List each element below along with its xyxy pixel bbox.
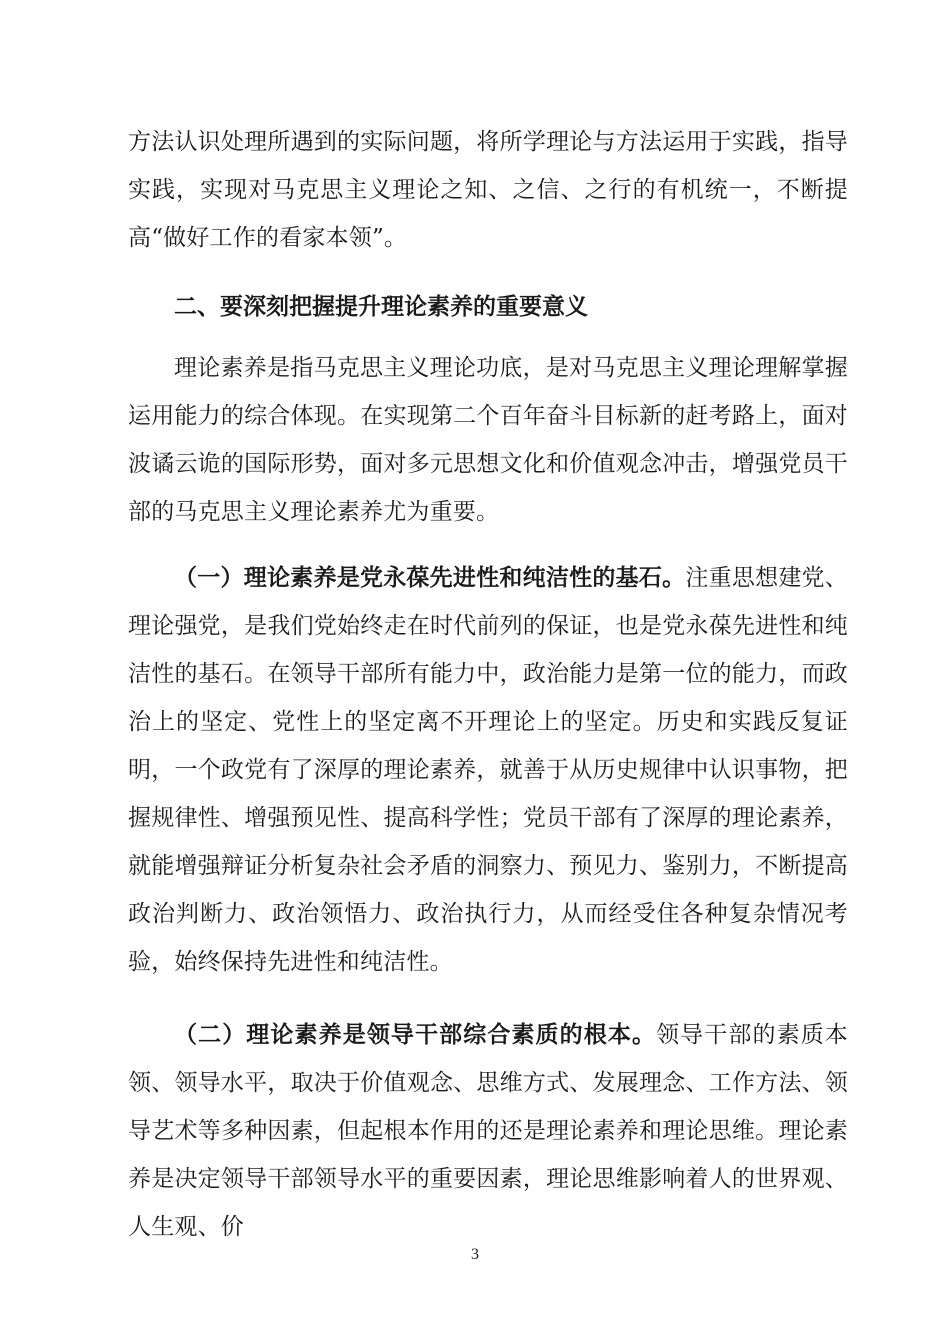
- paragraph-root-quality-body: 领导干部的素质本领、领导水平，取决于价值观念、思维方式、发展理念、工作方法、领导艺术等多种因素，但起根本作用的还是理论素养和理论思维。理论素养是决定领导干部领导水平的重要因素，理论思维影响着人的世界观、人生观、价: [128, 1022, 849, 1240]
- paragraph-root-quality: [128, 1011, 848, 1251]
- subsection-lead-2: （二）理论素养是领导干部综合素质的根本。: [174, 1022, 657, 1048]
- subsection-lead-1: （一）理论素养是党永葆先进性和纯洁性的基石。: [174, 565, 686, 591]
- paragraph-continued: 方法认识处理所遇到的实际问题，将所学理论与方法运用于实践，指导实践，实现对马克思主义理论之知、之信、之行的有机统一，不断提高“做好工作的看家本领”。: [128, 129, 848, 251]
- paragraph-cornerstone: [128, 554, 848, 986]
- section-heading-2: 二、要深刻把握提升理论素养的重要意义: [174, 294, 588, 320]
- page-number: 3: [471, 1246, 479, 1263]
- paragraph-theory-definition: 理论素养是指马克思主义理论功底，是对马克思主义理论理解掌握运用能力的综合体现。在实现第二个百年奋斗目标新的赶考路上，面对波谲云诡的国际形势，面对多元思想文化和价值观念冲击，增强党员干部的马克思主义理论素养尤为重要。: [128, 355, 848, 525]
- paragraph-cornerstone-body: 注重思想建党、理论强党，是我们党始终走在时代前列的保证，也是党永葆先进性和纯洁性的基石。在领导干部所有能力中，政治能力是第一位的能力，而政治上的坚定、党性上的坚定离不开理论上的坚定。历史和实践反复证明，一个政党有了深厚的理论素养，就善于从历史规律中认识事物，把握规律性、增强预见性、提高科学性；党员干部有了深厚的理论素养，就能增强辩证分析复杂社会矛盾的洞察力、预见力、鉴别力，不断提高政治判断力、政治领悟力、政治执行力，从而经受住各种复杂情况考验，始终保持先进性和纯洁性。: [128, 565, 848, 975]
